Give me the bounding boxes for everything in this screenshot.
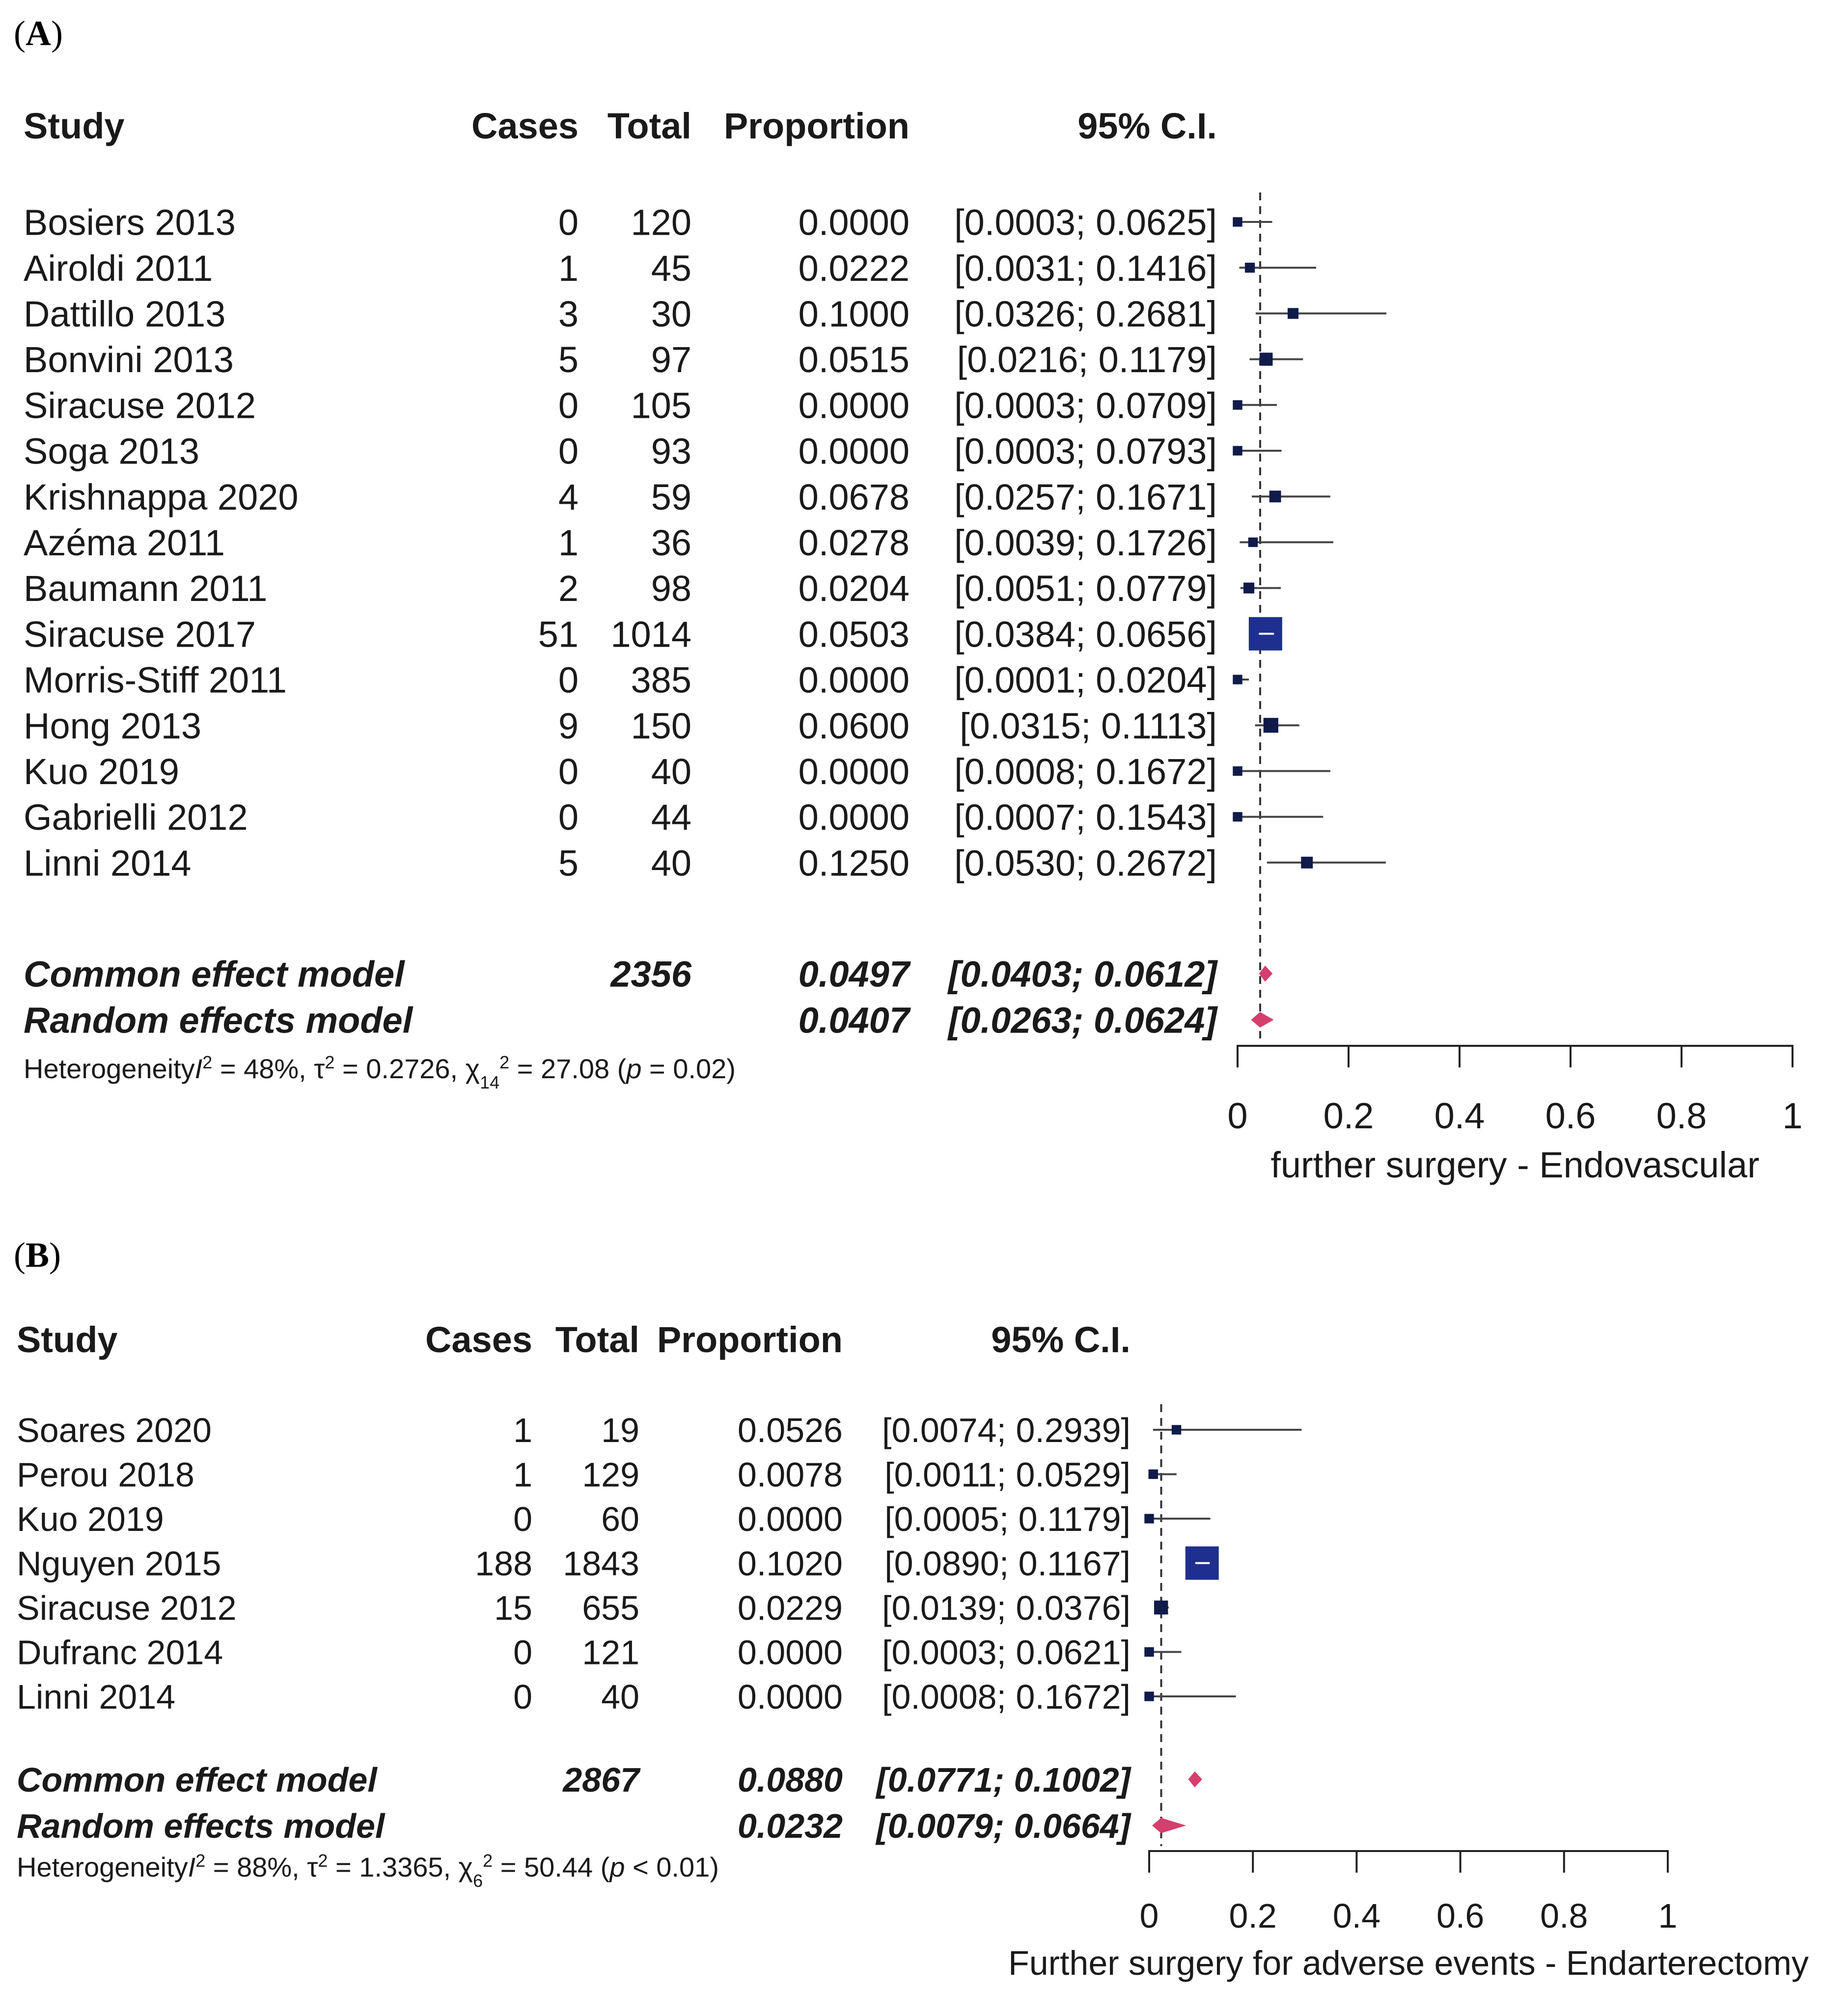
- x-tick-label: 0: [1139, 1897, 1159, 1935]
- header-total: Total: [555, 1319, 639, 1360]
- point-estimate: [1233, 766, 1242, 776]
- study-name: Linni 2014: [17, 1678, 176, 1717]
- study-total: 385: [631, 659, 691, 701]
- study-row: [24, 614, 1217, 654]
- x-axis-label: further surgery - Endovascular: [1270, 1145, 1760, 1185]
- model-name: Common effect model: [24, 954, 405, 995]
- model-ci: [0.0263; 0.0624]: [948, 1000, 1217, 1041]
- study-proportion: 0.0000: [737, 1633, 843, 1672]
- study-name: Airoldi 2011: [24, 247, 213, 289]
- study-total: 93: [651, 431, 691, 472]
- study-ci: [0.0031; 0.1416]: [954, 247, 1217, 289]
- study-name: Siracuse 2017: [24, 614, 256, 655]
- point-estimate: [1154, 1601, 1168, 1614]
- x-tick-label: 1: [1782, 1095, 1803, 1136]
- point-estimate: [1149, 1470, 1158, 1479]
- study-proportion: 0.0503: [798, 614, 910, 655]
- study-name: Siracuse 2012: [24, 385, 256, 426]
- study-cases: 0: [558, 797, 579, 838]
- study-name: Dattillo 2013: [24, 294, 226, 335]
- study-proportion: 0.0078: [737, 1455, 843, 1494]
- study-total: 129: [582, 1455, 639, 1494]
- study-ci: [0.0074; 0.2939]: [882, 1411, 1131, 1450]
- study-name: Siracuse 2012: [17, 1589, 237, 1628]
- study-name: Nguyen 2015: [17, 1544, 221, 1583]
- point-estimate: [1233, 675, 1242, 684]
- point-estimate: [1248, 538, 1258, 547]
- point-estimate: [1144, 1691, 1154, 1701]
- header-ci: 95% C.I.: [1077, 106, 1217, 146]
- study-name: Soga 2013: [24, 431, 200, 472]
- study-cases: 1: [513, 1411, 532, 1450]
- study-total: 1014: [610, 614, 691, 655]
- x-axis-label: Further surgery for adverse events - Endarterectomy: [1008, 1944, 1809, 1982]
- study-proportion: 0.0526: [737, 1411, 843, 1450]
- study-name: Bosiers 2013: [24, 202, 236, 243]
- study-proportion: 0.0000: [798, 751, 910, 792]
- study-name: Bonvini 2013: [24, 339, 234, 381]
- study-ci: [0.0003; 0.0793]: [954, 431, 1217, 472]
- point-estimate: [1233, 400, 1242, 409]
- point-estimate: [1144, 1514, 1154, 1523]
- study-cases: 0: [513, 1500, 532, 1539]
- model-proportion: 0.0407: [798, 1000, 910, 1041]
- study-cases: 3: [558, 294, 579, 335]
- study-total: 59: [651, 476, 691, 518]
- model-name: Random effects model: [17, 1807, 385, 1846]
- header-cases: Cases: [425, 1319, 532, 1360]
- study-total: 40: [651, 843, 691, 884]
- model-proportion: 0.0232: [737, 1807, 843, 1846]
- study-name: Soares 2020: [17, 1411, 212, 1450]
- study-ci: [0.0216; 0.1179]: [957, 339, 1217, 381]
- header-proportion: Proportion: [657, 1319, 843, 1360]
- point-estimate: [1233, 217, 1242, 226]
- study-ci: [0.0003; 0.0709]: [954, 385, 1217, 426]
- study-cases: 2: [558, 568, 579, 609]
- study-total: 45: [651, 247, 691, 289]
- study-ci: [0.0003; 0.0625]: [954, 202, 1217, 243]
- study-cases: 0: [558, 431, 579, 472]
- panel-b-heterogeneity: HeterogeneityI$^2$ = 88%, $\tau^2 = 1.3365$, $\chi_6^2 = 50.44$ (p < 0.01): [17, 1850, 719, 1891]
- study-proportion: 0.0278: [798, 522, 910, 564]
- study-total: 655: [582, 1589, 639, 1628]
- study-proportion: 0.1250: [798, 843, 910, 884]
- study-proportion: 0.0204: [798, 568, 910, 609]
- point-estimate: [1245, 263, 1255, 273]
- point-estimate: [1243, 583, 1254, 594]
- study-ci: [0.0007; 0.1543]: [954, 797, 1217, 838]
- study-total: 97: [651, 339, 691, 381]
- study-total: 98: [651, 568, 691, 609]
- study-proportion: 0.0678: [798, 476, 910, 518]
- point-estimate: [1260, 353, 1273, 366]
- model-name: Common effect model: [17, 1761, 377, 1799]
- study-ci: [0.0008; 0.1672]: [882, 1678, 1131, 1717]
- study-cases: 15: [494, 1589, 532, 1628]
- study-cases: 0: [558, 202, 579, 243]
- x-tick-label: 0.6: [1436, 1897, 1485, 1935]
- model-proportion: 0.0497: [798, 954, 910, 995]
- study-cases: 1: [558, 522, 579, 564]
- study-name: Dufranc 2014: [17, 1633, 223, 1672]
- study-ci: [0.0003; 0.0621]: [882, 1633, 1131, 1672]
- study-total: 44: [651, 797, 691, 838]
- study-ci: [0.0011; 0.0529]: [884, 1455, 1131, 1494]
- study-ci: [0.0139; 0.0376]: [882, 1589, 1131, 1628]
- study-ci: [0.0005; 0.1179]: [884, 1500, 1131, 1539]
- point-estimate: [1172, 1425, 1181, 1434]
- study-proportion: 0.0000: [798, 385, 910, 426]
- study-cases: 0: [558, 751, 579, 792]
- x-tick-label: 0.6: [1545, 1095, 1596, 1136]
- x-tick-label: 1: [1658, 1897, 1678, 1935]
- study-ci: [0.0257; 0.1671]: [954, 476, 1217, 518]
- model-ci: [0.0403; 0.0612]: [948, 954, 1217, 995]
- x-tick-label: 0.2: [1229, 1897, 1277, 1935]
- model-ci: [0.0771; 0.1002]: [876, 1761, 1131, 1799]
- point-estimate: [1301, 857, 1313, 869]
- header-ci: 95% C.I.: [991, 1319, 1131, 1360]
- study-proportion: 0.0000: [798, 659, 910, 701]
- model-total: 2356: [610, 954, 691, 995]
- header-total: Total: [607, 106, 691, 146]
- study-cases: 1: [513, 1455, 532, 1494]
- study-proportion: 0.0000: [737, 1500, 843, 1539]
- panel-a-heterogeneity: HeterogeneityI$^2$ = 48%, $\tau^2 = 0.2726$, $\chi_{14}^2 = 27.08$ (p = 0.02): [24, 1052, 736, 1092]
- study-total: 60: [601, 1500, 639, 1539]
- study-name: Baumann 2011: [24, 568, 268, 609]
- study-name: Kuo 2019: [24, 751, 179, 792]
- study-proportion: 0.0000: [798, 202, 910, 243]
- study-cases: 9: [558, 705, 579, 746]
- study-proportion: 0.1020: [737, 1544, 843, 1583]
- study-ci: [0.0039; 0.1726]: [954, 522, 1217, 564]
- study-total: 120: [631, 202, 691, 243]
- study-ci: [0.0326; 0.2681]: [954, 294, 1217, 335]
- study-ci: [0.0008; 0.1672]: [954, 751, 1217, 792]
- study-total: 105: [631, 385, 691, 426]
- study-cases: 188: [475, 1544, 532, 1583]
- x-tick-label: 0: [1227, 1095, 1248, 1136]
- study-total: 1843: [563, 1544, 639, 1583]
- point-estimate: [1233, 812, 1242, 821]
- study-total: 19: [601, 1411, 639, 1450]
- header-study: Study: [24, 106, 125, 146]
- study-ci: [0.0384; 0.0656]: [954, 614, 1217, 655]
- panel-b-label: (B): [14, 1235, 61, 1275]
- study-name: Perou 2018: [17, 1455, 194, 1494]
- study-proportion: 0.0000: [737, 1678, 843, 1717]
- study-proportion: 0.1000: [798, 294, 910, 335]
- study-proportion: 0.0000: [798, 431, 910, 472]
- study-total: 121: [582, 1633, 639, 1672]
- model-name: Random effects model: [24, 1000, 413, 1041]
- study-name: Kuo 2019: [17, 1500, 164, 1539]
- study-cases: 0: [558, 659, 579, 701]
- study-proportion: 0.0600: [798, 705, 910, 746]
- study-total: 30: [651, 294, 691, 335]
- x-tick-label: 0.2: [1323, 1095, 1374, 1136]
- header-study: Study: [17, 1319, 118, 1360]
- panel-a-label: (A): [14, 14, 63, 53]
- study-cases: 0: [558, 385, 579, 426]
- study-cases: 4: [558, 476, 579, 518]
- x-tick-label: 0.8: [1656, 1095, 1707, 1136]
- header-cases: Cases: [471, 106, 579, 146]
- model-proportion: 0.0880: [737, 1761, 843, 1799]
- study-total: 40: [601, 1678, 639, 1717]
- study-name: Hong 2013: [24, 705, 202, 746]
- x-tick-label: 0.4: [1332, 1897, 1381, 1935]
- study-total: 150: [631, 705, 691, 746]
- study-total: 40: [651, 751, 691, 792]
- header-proportion: Proportion: [723, 106, 910, 146]
- study-cases: 5: [558, 843, 579, 884]
- study-name: Azéma 2011: [24, 522, 225, 564]
- study-row: [17, 1545, 1131, 1583]
- study-ci: [0.0001; 0.0204]: [954, 659, 1217, 701]
- point-estimate: [1144, 1647, 1154, 1657]
- point-estimate: [1269, 491, 1281, 502]
- point-estimate: [1233, 446, 1242, 455]
- study-cases: 0: [513, 1633, 532, 1672]
- model-total: 2867: [563, 1761, 639, 1799]
- model-ci: [0.0079; 0.0664]: [876, 1807, 1131, 1846]
- study-cases: 0: [513, 1678, 532, 1717]
- study-total: 36: [651, 522, 691, 564]
- study-ci: [0.0890; 0.1167]: [884, 1544, 1131, 1583]
- point-estimate: [1264, 718, 1278, 733]
- study-proportion: 0.0229: [737, 1589, 843, 1628]
- point-estimate: [1288, 308, 1298, 319]
- study-cases: 51: [538, 614, 579, 655]
- study-cases: 5: [558, 339, 579, 381]
- study-proportion: 0.0000: [798, 797, 910, 838]
- model-row: [17, 1761, 1132, 1799]
- study-ci: [0.0315; 0.1113]: [960, 705, 1217, 746]
- x-tick-label: 0.4: [1434, 1095, 1485, 1136]
- study-proportion: 0.0222: [798, 247, 910, 289]
- model-row: [24, 954, 1218, 995]
- study-ci: [0.0051; 0.0779]: [954, 568, 1217, 609]
- study-name: Krishnappa 2020: [24, 476, 299, 518]
- study-name: Morris-Stiff 2011: [24, 659, 287, 701]
- study-proportion: 0.0515: [798, 339, 910, 381]
- study-name: Linni 2014: [24, 843, 192, 884]
- study-cases: 1: [558, 247, 579, 289]
- x-tick-label: 0.8: [1540, 1897, 1588, 1935]
- study-name: Gabrielli 2012: [24, 797, 248, 838]
- study-ci: [0.0530; 0.2672]: [954, 843, 1217, 884]
